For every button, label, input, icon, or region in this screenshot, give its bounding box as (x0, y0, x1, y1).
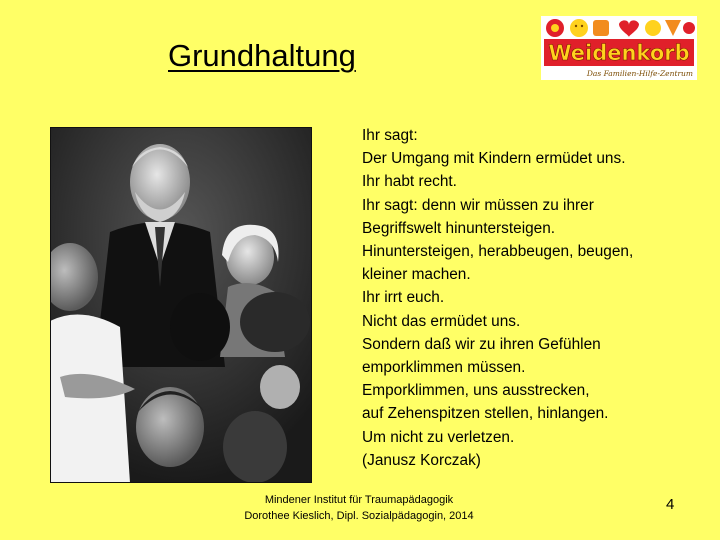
quote-line: kleiner machen. (362, 266, 471, 284)
logo-wordmark: Weidenkorb (548, 41, 690, 65)
slide-footer (220, 492, 498, 524)
quote-line: Ihr sagt: denn wir müssen zu ihrer (362, 196, 594, 214)
quote-line: Emporklimmen, uns ausstrecken, (362, 382, 590, 400)
logo-square-shape (593, 20, 609, 36)
korczak-quote (362, 124, 633, 472)
footer-author: Dorothee Kieslich, Dipl. Sozialpädagogin, 2014 (244, 510, 474, 522)
page-number: 4 (666, 496, 675, 513)
quote-line: Sondern daß wir zu ihren Gefühlen (362, 335, 601, 353)
quote-line: Begriffswelt hinuntersteigen. (362, 219, 556, 237)
child-front-face (136, 387, 204, 467)
man-face (130, 144, 190, 220)
quote-author: (Janusz Korczak) (362, 451, 481, 469)
logo-graphic (541, 16, 697, 80)
quote-line: Der Umgang mit Kindern ermüdet uns. (362, 150, 626, 168)
quote-line: emporklimmen müssen. (362, 359, 526, 377)
photo-illustration (50, 127, 312, 483)
black-and-white-photo (50, 127, 312, 483)
quote-line: Ihr irrt euch. (362, 289, 445, 307)
quote-line: auf Zehenspitzen stellen, hinlangen. (362, 405, 609, 423)
footer-institute: Mindener Institut für Traumapädagogik (264, 494, 454, 506)
logo-subtitle: Das Familien-Hilfe-Zentrum (586, 69, 693, 78)
child-hair-back (170, 293, 230, 361)
quote-line: Um nicht zu verletzen. (362, 428, 515, 446)
weidenkorb-logo (541, 16, 697, 80)
quote-line: Ihr sagt: (362, 127, 418, 144)
quote-line: Ihr habt recht. (362, 173, 457, 191)
boy-left-shirt (50, 315, 130, 484)
slide-title: Grundhaltung (168, 38, 356, 73)
logo-sun-shape (570, 19, 588, 37)
quote-line: Hinuntersteigen, herabbeugen, beugen, (362, 243, 634, 261)
quote-line: Nicht das ermüdet uns. (362, 312, 521, 330)
